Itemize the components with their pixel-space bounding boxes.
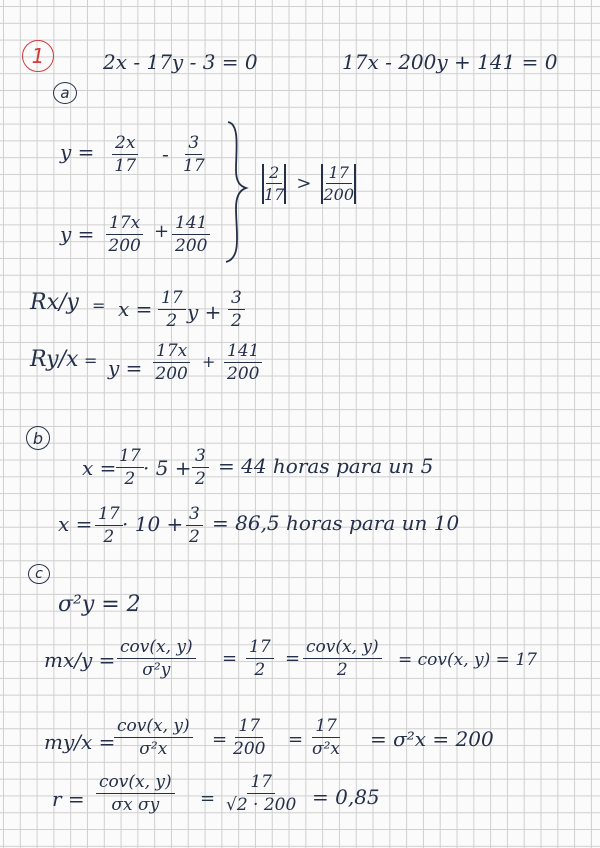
b-line1-fraction-1-den: 2 xyxy=(124,469,136,489)
b-line1-x: x = xyxy=(82,456,117,480)
y2-fraction-1-den: 200 xyxy=(108,236,141,256)
ryx-fraction-1-num: 17x xyxy=(153,341,190,363)
ryx-fraction-1-den: 200 xyxy=(155,364,188,384)
rxy-fraction-1-num: 17 xyxy=(158,288,186,310)
b-line1-mult: · 5 + xyxy=(143,456,192,480)
mxy-fraction-3 xyxy=(303,637,382,680)
y2-fraction-2-num: 141 xyxy=(172,213,210,235)
ryx-fraction-2-num: 141 xyxy=(224,341,262,363)
r-fraction-2 xyxy=(226,772,296,815)
y2-plus: + xyxy=(154,221,170,242)
myx-fraction-2-num: 17 xyxy=(235,716,263,738)
ryx-plus: + xyxy=(202,352,216,371)
mxy-label: mx/y = xyxy=(44,648,116,672)
rxy-fraction-2-den: 2 xyxy=(231,311,242,331)
rxy-x: x = xyxy=(118,297,153,321)
compare-left-num: 2 xyxy=(266,163,282,184)
r-label: r = xyxy=(52,787,85,811)
r-fraction-2-den: √2 · 200 xyxy=(226,795,297,815)
mxy-fraction-1-num: cov(x, y) xyxy=(117,637,196,659)
y1-minus: - xyxy=(162,142,169,166)
rxy-fraction-2 xyxy=(228,288,245,331)
b-line1-fraction-1 xyxy=(116,446,144,489)
ryx-y: y = xyxy=(108,356,143,380)
part-c-letter: c xyxy=(35,566,43,582)
myx-fraction-1-den: σ²x xyxy=(139,739,168,759)
mxy-fraction-3-num: cov(x, y) xyxy=(303,637,382,659)
r-eq: = xyxy=(200,788,216,809)
b-line2-fraction-1-num: 17 xyxy=(95,504,123,526)
equation-2: 17x - 200y + 141 = 0 xyxy=(342,50,558,74)
r-fraction-1-num: cov(x, y) xyxy=(96,772,175,794)
compare-left-fraction xyxy=(264,163,284,204)
myx-fraction-3-num: 17 xyxy=(312,716,340,738)
part-b-label xyxy=(26,426,50,450)
myx-fraction-1 xyxy=(114,716,193,759)
myx-fraction-2 xyxy=(233,716,265,759)
ryx-fraction-1 xyxy=(153,341,190,384)
compare-left-den: 17 xyxy=(264,185,285,204)
b-line2-x: x = xyxy=(58,512,93,536)
b-line2-result: = 86,5 horas para un 10 xyxy=(212,511,460,535)
ryx-label: Ry/x xyxy=(30,347,79,372)
b-line1-result: = 44 horas para un 5 xyxy=(218,454,434,478)
rxy-fraction-1 xyxy=(158,288,186,331)
r-fraction-1 xyxy=(96,772,175,815)
y1-fraction-2-den: 17 xyxy=(183,156,205,176)
b-line1-fraction-1-num: 17 xyxy=(116,446,144,468)
rxy-eq: = xyxy=(92,296,106,315)
mxy-result: = cov(x, y) = 17 xyxy=(398,650,537,670)
equation-1: 2x - 17y - 3 = 0 xyxy=(103,50,258,74)
myx-result: = σ²x = 200 xyxy=(370,727,494,751)
myx-fraction-1-num: cov(x, y) xyxy=(114,716,193,738)
compare-right-fraction xyxy=(323,163,354,204)
variance-y: σ²y = 2 xyxy=(58,592,141,617)
compare-operator: > xyxy=(296,173,312,194)
b-line2-fraction-2-den: 2 xyxy=(189,527,200,547)
myx-fraction-3 xyxy=(312,716,340,759)
myx-fraction-3-den: σ²x xyxy=(312,739,341,759)
mxy-eq: = xyxy=(222,648,238,669)
ryx-eq: = xyxy=(84,351,98,370)
part-c-label xyxy=(28,564,50,584)
abs-bar-right-2 xyxy=(354,164,356,204)
rxy-fraction-1-den: 2 xyxy=(166,311,178,331)
myx-fraction-2-den: 200 xyxy=(233,739,266,759)
part-a-letter: a xyxy=(60,84,70,102)
y2-fraction-2-den: 200 xyxy=(175,236,208,256)
b-line1-fraction-2-den: 2 xyxy=(195,469,206,489)
myx-label: my/x = xyxy=(44,730,116,754)
slope-comparison xyxy=(262,163,356,204)
problem-number: 1 xyxy=(31,44,45,68)
b-line2-fraction-1-den: 2 xyxy=(103,527,115,547)
myx-eq2: = xyxy=(288,729,304,750)
y2-lhs: y = xyxy=(60,222,95,246)
rxy-fraction-2-num: 3 xyxy=(228,288,245,310)
ryx-fraction-2 xyxy=(224,341,262,384)
b-line1-fraction-2-num: 3 xyxy=(192,446,209,468)
mxy-fraction-3-den: 2 xyxy=(336,660,348,680)
b-line2-fraction-1 xyxy=(95,504,123,547)
mxy-fraction-1-den: σ²y xyxy=(142,660,171,680)
mxy-fraction-2-den: 2 xyxy=(254,660,266,680)
y1-fraction-2-num: 3 xyxy=(185,133,202,155)
r-result: = 0,85 xyxy=(312,785,380,809)
mxy-fraction-2-num: 17 xyxy=(246,637,274,659)
b-line1-fraction-2 xyxy=(192,446,209,489)
y1-fraction-1-den: 17 xyxy=(114,156,137,176)
compare-right-den: 200 xyxy=(323,185,354,204)
mxy-eq2: = xyxy=(285,648,301,669)
mxy-fraction-1 xyxy=(117,637,196,680)
r-fraction-1-den: σx σy xyxy=(111,795,160,815)
compare-right-num: 17 xyxy=(326,163,352,184)
b-line2-mult: · 10 + xyxy=(122,512,184,536)
ryx-fraction-2-den: 200 xyxy=(227,364,260,384)
rxy-y-plus: y + xyxy=(187,300,222,324)
myx-eq: = xyxy=(212,729,228,750)
mxy-fraction-2 xyxy=(246,637,274,680)
b-line2-fraction-2 xyxy=(186,504,203,547)
r-fraction-2-num: 17 xyxy=(247,772,275,794)
rxy-label: Rx/y xyxy=(30,290,79,315)
y1-fraction-1-num: 2x xyxy=(112,133,138,155)
abs-bar-left-2 xyxy=(284,164,286,204)
y1-lhs: y = xyxy=(60,140,95,164)
y2-fraction-1-num: 17x xyxy=(106,213,143,235)
b-line2-fraction-2-num: 3 xyxy=(186,504,203,526)
part-b-letter: b xyxy=(32,428,44,448)
